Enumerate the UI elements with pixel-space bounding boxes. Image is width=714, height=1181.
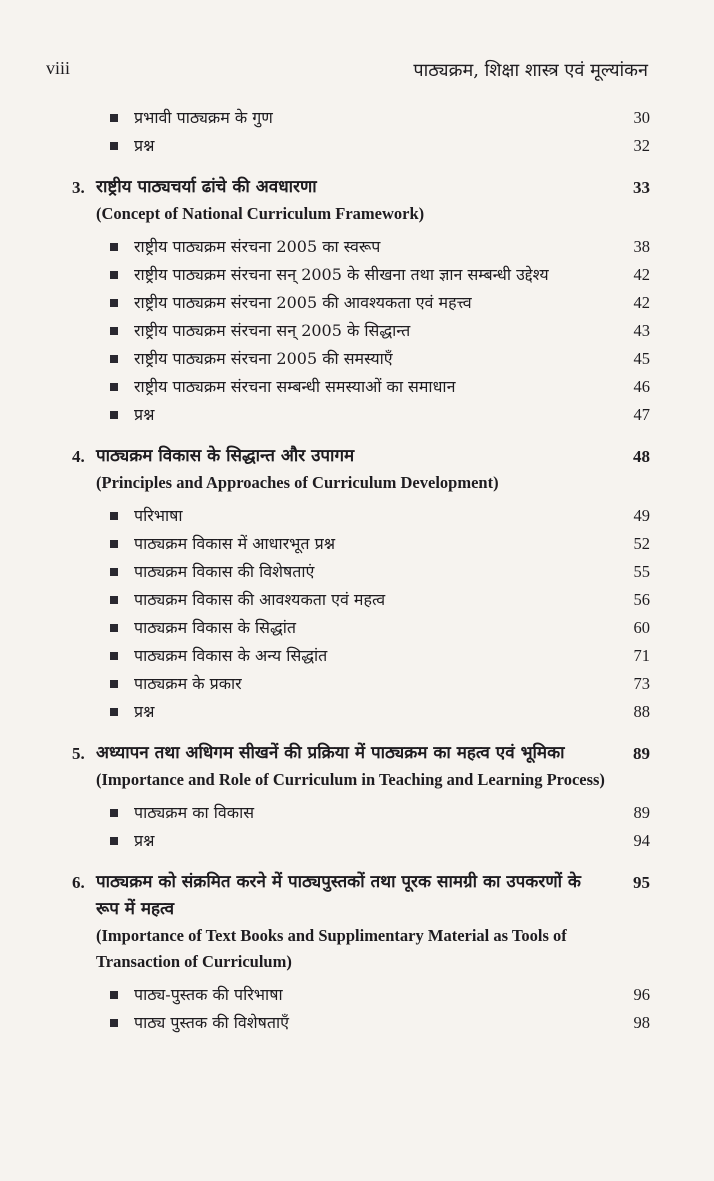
chapter-title-english: (Concept of National Curriculum Framework)	[96, 204, 425, 223]
square-bullet-icon	[110, 991, 118, 999]
toc-entry-page: 94	[633, 831, 650, 850]
toc-entry-text: राष्ट्रीय पाठ्यक्रम संरचना सन् 2005 के सीखना तथा ज्ञान सम्बन्धी उद्देश्य	[134, 265, 549, 284]
square-bullet-icon	[110, 142, 118, 150]
toc-entry	[96, 642, 650, 670]
toc-entry	[96, 345, 650, 373]
toc-entry-page: 42	[633, 265, 650, 284]
toc-entry	[96, 698, 650, 726]
toc-entry-page: 60	[633, 618, 650, 637]
toc-entry-text: राष्ट्रीय पाठ्यक्रम संरचना सम्बन्धी समस्याओं का समाधान	[134, 377, 456, 396]
toc-entry-text: पाठ्यक्रम विकास के अन्य सिद्धांत	[134, 646, 328, 665]
square-bullet-icon	[110, 568, 118, 576]
toc-entry-text: पाठ्यक्रम का विकास	[134, 803, 255, 822]
toc-entry	[96, 586, 650, 614]
square-bullet-icon	[110, 708, 118, 716]
toc-entry-page: 88	[633, 702, 650, 721]
toc-entry-page: 32	[633, 136, 650, 155]
toc-entry	[96, 530, 650, 558]
section-gap	[96, 855, 650, 869]
section-gap	[96, 160, 650, 174]
square-bullet-icon	[110, 837, 118, 845]
toc-entry	[96, 799, 650, 827]
toc-entry	[96, 373, 650, 401]
chapter-title-hindi: राष्ट्रीय पाठ्यचर्या ढांचे की अवधारणा	[96, 177, 317, 197]
toc-entry-text: पाठ्य-पुस्तक की परिभाषा	[134, 985, 283, 1004]
toc-entry	[96, 104, 650, 132]
toc-entry-text: राष्ट्रीय पाठ्यक्रम संरचना 2005 का स्वरूप	[134, 237, 381, 256]
toc-entry	[96, 233, 650, 261]
toc-entry-page: 30	[633, 108, 650, 127]
toc-entry	[96, 289, 650, 317]
chapter-title-english: (Importance and Role of Curriculum in Teaching and Learning Process)	[96, 770, 605, 789]
chapter-title-english: (Principles and Approaches of Curriculum Development)	[96, 473, 499, 492]
toc-entry-page: 96	[633, 985, 650, 1004]
toc-entry	[96, 1009, 650, 1037]
toc-entry-page: 55	[633, 562, 650, 581]
chapter-page-number: 48	[633, 447, 650, 466]
square-bullet-icon	[110, 540, 118, 548]
chapter-page-number: 33	[633, 178, 650, 197]
square-bullet-icon	[110, 327, 118, 335]
toc-entry-page: 73	[633, 674, 650, 693]
toc-entry	[96, 261, 650, 289]
toc-entry	[96, 981, 650, 1009]
chapter-number: 5.	[72, 744, 85, 763]
chapter-title-hindi: पाठ्यक्रम विकास के सिद्धान्त और उपागम	[96, 446, 355, 466]
toc-entry-page: 49	[633, 506, 650, 525]
toc-entry-page: 42	[633, 293, 650, 312]
square-bullet-icon	[110, 271, 118, 279]
section-gap	[96, 726, 650, 740]
chapter-number: 6.	[72, 873, 85, 892]
book-title: पाठ्यक्रम, शिक्षा शास्त्र एवं मूल्यांकन	[413, 60, 648, 81]
square-bullet-icon	[110, 383, 118, 391]
square-bullet-icon	[110, 512, 118, 520]
toc-entry-page: 43	[633, 321, 650, 340]
toc-entry-text: प्रभावी पाठ्यक्रम के गुण	[134, 108, 273, 127]
toc-entry-page: 45	[633, 349, 650, 368]
chapter-heading	[72, 740, 650, 767]
toc-entry	[96, 502, 650, 530]
toc-entry-page: 98	[633, 1013, 650, 1032]
toc-entry-page: 38	[633, 237, 650, 256]
square-bullet-icon	[110, 411, 118, 419]
square-bullet-icon	[110, 596, 118, 604]
toc-entry-page: 46	[633, 377, 650, 396]
page-header	[46, 58, 648, 88]
square-bullet-icon	[110, 114, 118, 122]
square-bullet-icon	[110, 624, 118, 632]
toc-entry-text: पाठ्य पुस्तक की विशेषताएँ	[134, 1013, 289, 1032]
toc-entry-text: राष्ट्रीय पाठ्यक्रम संरचना सन् 2005 के सिद्धान्त	[134, 321, 411, 340]
square-bullet-icon	[110, 355, 118, 363]
toc-entry	[96, 827, 650, 855]
square-bullet-icon	[110, 652, 118, 660]
square-bullet-icon	[110, 243, 118, 251]
toc-entry-text: पाठ्यक्रम विकास में आधारभूत प्रश्न	[134, 534, 336, 553]
toc-entry-text: प्रश्न	[134, 702, 155, 721]
chapter-heading	[72, 443, 650, 470]
toc-entry-page: 56	[633, 590, 650, 609]
chapter-number: 4.	[72, 447, 85, 466]
section-gap	[96, 429, 650, 443]
toc-entry-text: राष्ट्रीय पाठ्यक्रम संरचना 2005 की आवश्यकता एवं महत्त्व	[134, 293, 472, 312]
chapter-number: 3.	[72, 178, 85, 197]
toc-entry-page: 89	[633, 803, 650, 822]
toc-entry	[96, 132, 650, 160]
toc-entry-page: 47	[633, 405, 650, 424]
table-of-contents	[72, 104, 650, 1037]
toc-entry-text: पाठ्यक्रम विकास के सिद्धांत	[134, 618, 296, 637]
chapter-page-number: 95	[633, 873, 650, 892]
toc-entry-text: पाठ्यक्रम विकास की विशेषताएं	[134, 562, 315, 581]
toc-entry	[96, 317, 650, 345]
square-bullet-icon	[110, 1019, 118, 1027]
toc-entry-page: 52	[633, 534, 650, 553]
toc-entry-page: 71	[633, 646, 650, 665]
toc-entry	[96, 614, 650, 642]
chapter-title-english: (Importance of Text Books and Supplimentary Material as Tools of Transaction of Curriculum)	[96, 926, 567, 971]
square-bullet-icon	[110, 680, 118, 688]
toc-entry	[96, 401, 650, 429]
toc-entry-text: परिभाषा	[134, 506, 183, 525]
chapter-heading	[72, 869, 650, 923]
toc-entry	[96, 558, 650, 586]
toc-entry-text: प्रश्न	[134, 831, 155, 850]
toc-entry	[96, 670, 650, 698]
chapter-title-hindi: पाठ्यक्रम को संक्रमित करने में पाठ्यपुस्तकों तथा पूरक सामग्री का उपकरणों के रूप में महत्व	[96, 872, 581, 919]
toc-entry-text: प्रश्न	[134, 136, 155, 155]
page-number: viii	[46, 58, 71, 78]
toc-entry-text: प्रश्न	[134, 405, 155, 424]
toc-entry-text: राष्ट्रीय पाठ्यक्रम संरचना 2005 की समस्याएँ	[134, 349, 393, 368]
chapter-page-number: 89	[633, 744, 650, 763]
toc-entry-text: पाठ्यक्रम विकास की आवश्यकता एवं महत्व	[134, 590, 386, 609]
square-bullet-icon	[110, 299, 118, 307]
chapter-heading	[72, 174, 650, 201]
square-bullet-icon	[110, 809, 118, 817]
chapter-title-hindi: अध्यापन तथा अधिगम सीखनें की प्रक्रिया में पाठ्यक्रम का महत्व एवं भूमिका	[96, 743, 565, 763]
toc-entry-text: पाठ्यक्रम के प्रकार	[134, 674, 242, 693]
